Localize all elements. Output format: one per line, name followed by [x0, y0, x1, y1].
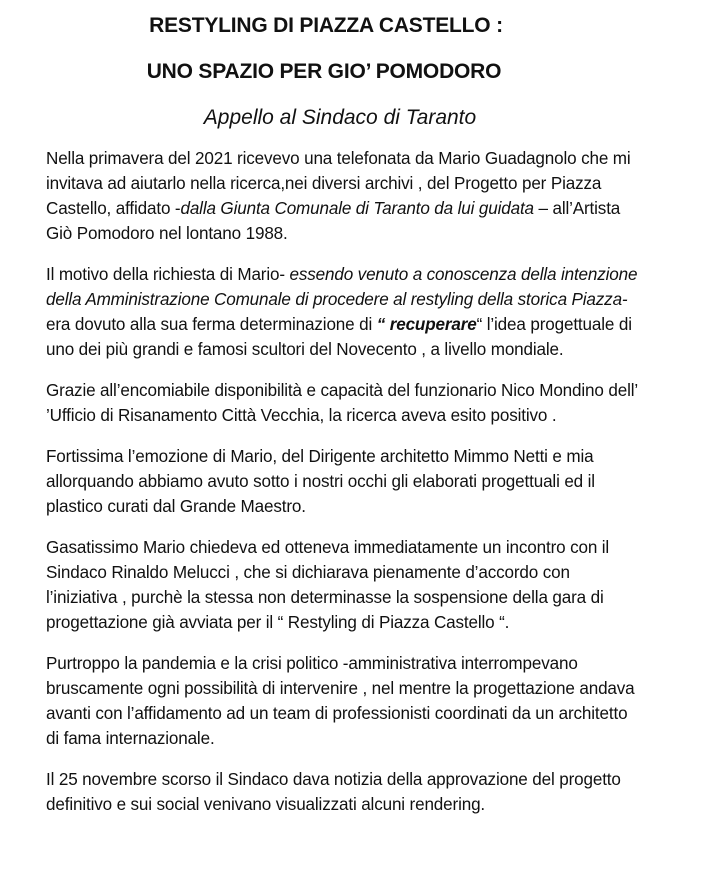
paragraph-line — [46, 651, 686, 676]
paragraph-1 — [46, 146, 686, 246]
paragraph-7 — [46, 767, 686, 817]
paragraph-4 — [46, 444, 686, 519]
text-run: Il 25 novembre scorso il Sindaco dava notizia della approvazione del progetto — [46, 770, 621, 789]
document-subtitle: Appello al Sindaco di Taranto — [203, 106, 477, 129]
paragraph-line — [46, 312, 686, 337]
text-run: Il motivo della richiesta di Mario- — [46, 265, 290, 284]
text-run: “ l’idea progettuale di — [476, 315, 632, 334]
text-run: Giò Pomodoro nel lontano 1988. — [46, 224, 288, 243]
paragraph-line — [46, 726, 686, 751]
paragraph-line — [46, 146, 686, 171]
document-title-line-1: RESTYLING DI PIAZZA CASTELLO : — [149, 14, 503, 37]
paragraph-line — [46, 337, 686, 362]
bold-italic-text-run: “ recuperare — [376, 315, 477, 334]
document-body — [46, 146, 686, 833]
text-run: avanti con l’affidamento ad un team di professionisti coordinati da un architetto — [46, 704, 628, 723]
paragraph-line — [46, 494, 686, 519]
paragraph-line — [46, 701, 686, 726]
text-run: Fortissima l’emozione di Mario, del Dirigente architetto Mimmo Netti e mia — [46, 447, 594, 466]
paragraph-line — [46, 287, 686, 312]
text-run: Gasatissimo Mario chiedeva ed otteneva immediatamente un incontro con il — [46, 538, 610, 557]
text-run: uno dei più grandi e famosi scultori del Novecento , a livello mondiale. — [46, 340, 564, 359]
paragraph-line — [46, 792, 686, 817]
paragraph-line — [46, 403, 686, 428]
paragraph-2 — [46, 262, 686, 362]
text-run: Castello, affidato - — [46, 199, 181, 218]
paragraph-line — [46, 221, 686, 246]
text-run: di fama internazionale. — [46, 729, 215, 748]
paragraph-3 — [46, 378, 686, 428]
italic-text-run: della Amministrazione Comunale di procedere al restyling della storica Piazza- — [46, 290, 628, 309]
text-run: Grazie all’encomiabile disponibilità e capacità del funzionario Nico Mondino dell’ — [46, 381, 639, 400]
text-run: progettazione già avviata per il “ Restyling di Piazza Castello “. — [46, 613, 510, 632]
paragraph-5 — [46, 535, 686, 635]
text-run: plastico curati dal Grande Maestro. — [46, 497, 306, 516]
text-run: era dovuto alla sua ferma determinazione di — [46, 315, 377, 334]
paragraph-line — [46, 171, 686, 196]
text-run: ’Ufficio di Risanamento Città Vecchia, la ricerca aveva esito positivo . — [46, 406, 557, 425]
text-run: Sindaco Rinaldo Melucci , che si dichiarava pienamente d’accordo con — [46, 563, 570, 582]
italic-text-run: dalla Giunta Comunale di Taranto da lui guidata — [180, 199, 534, 218]
paragraph-line — [46, 560, 686, 585]
text-run: l’iniziativa , purchè la stessa non determinasse la sospensione della gara di — [46, 588, 604, 607]
paragraph-line — [46, 585, 686, 610]
paragraph-line — [46, 196, 686, 221]
italic-text-run: essendo venuto a conoscenza della intenzione — [289, 265, 638, 284]
paragraph-line — [46, 767, 686, 792]
text-run: – all’Artista — [533, 199, 621, 218]
text-run: Nella primavera del 2021 ricevevo una telefonata da Mario Guadagnolo che mi — [46, 149, 631, 168]
text-run: definitivo e sui social venivano visualizzati alcuni rendering. — [46, 795, 486, 814]
paragraph-6 — [46, 651, 686, 751]
text-run: allorquando abbiamo avuto sotto i nostri occhi gli elaborati progettuali ed il — [46, 472, 595, 491]
paragraph-line — [46, 610, 686, 635]
paragraph-line — [46, 676, 686, 701]
document-title-line-2: UNO SPAZIO PER GIO’ POMODORO — [146, 60, 502, 83]
paragraph-line — [46, 469, 686, 494]
paragraph-line — [46, 535, 686, 560]
paragraph-line — [46, 378, 686, 403]
paragraph-line — [46, 262, 686, 287]
text-run: invitava ad aiutarlo nella ricerca,nei diversi archivi , del Progetto per Piazza — [46, 174, 602, 193]
paragraph-line — [46, 444, 686, 469]
text-run: bruscamente ogni possibilità di intervenire , nel mentre la progettazione andava — [46, 679, 635, 698]
text-run: Purtroppo la pandemia e la crisi politico -amministrativa interrompevano — [46, 654, 578, 673]
